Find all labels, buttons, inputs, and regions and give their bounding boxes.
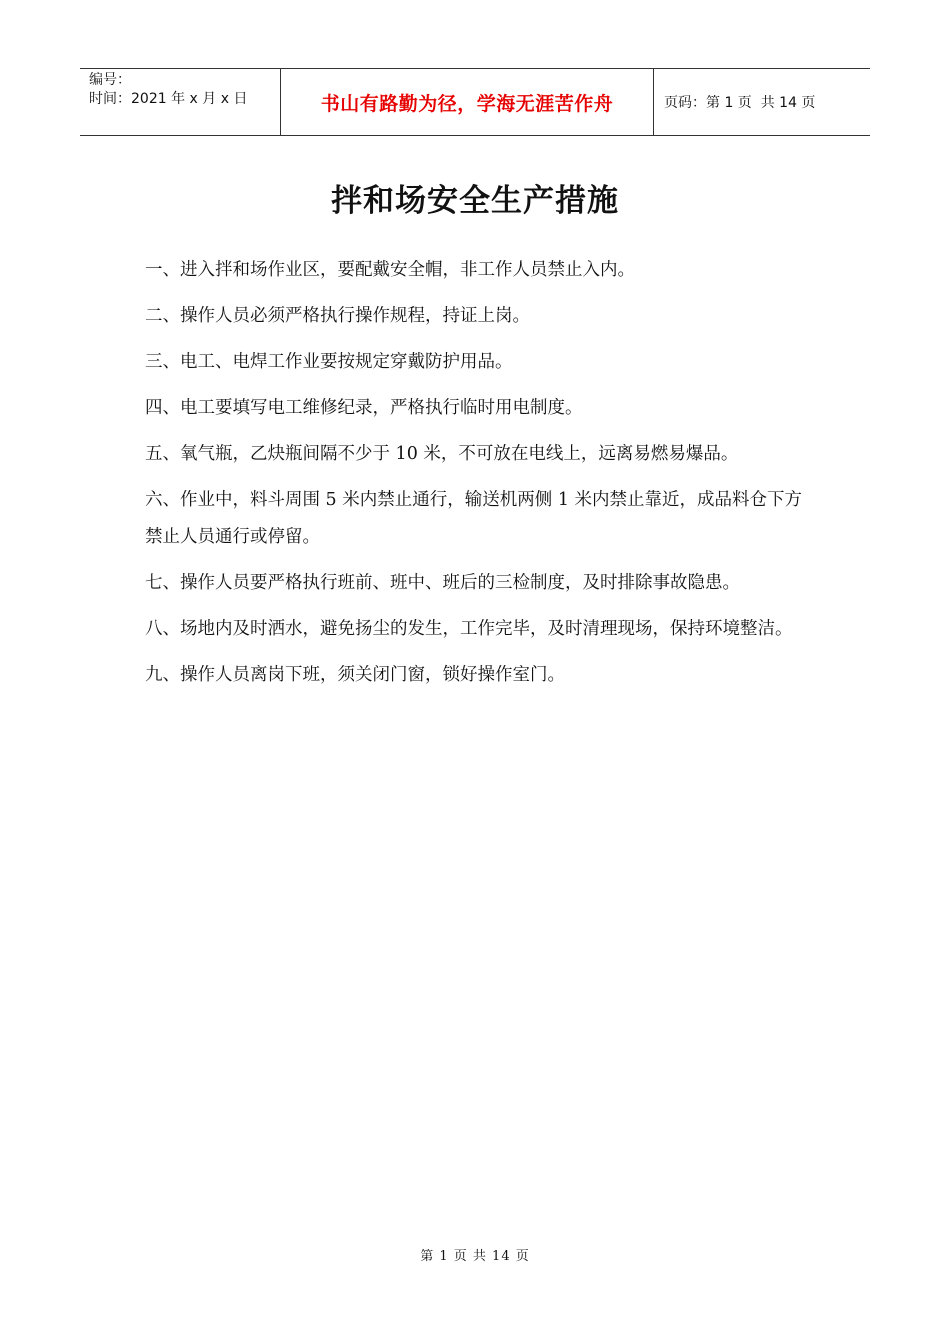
list-item: 四、电工要填写电工维修纪录，严格执行临时用电制度。 — [145, 398, 583, 418]
header-page-label: 页码：第 1 页 共 14 页 — [664, 95, 816, 111]
page-footer: 第 1 页 共 14 页 — [420, 1249, 530, 1264]
list-item: 六、作业中，料斗周围 5 米内禁止通行，输送机两侧 1 米内禁止靠近，成品料仓下方禁止人员通行或停留。 — [145, 490, 803, 547]
list-item: 七、操作人员要严格执行班前、班中、班后的三检制度，及时排除事故隐患。 — [145, 573, 740, 593]
list-item: 三、电工、电焊工作业要按规定穿戴防护用品。 — [145, 352, 513, 372]
list-item: 八、场地内及时洒水，避免扬尘的发生，工作完毕，及时清理现场，保持环境整洁。 — [145, 619, 793, 639]
list-item: 九、操作人员离岗下班，须关闭门窗，锁好操作室门。 — [145, 665, 565, 685]
list-item: 一、进入拌和场作业区，要配戴安全帽，非工作人员禁止入内。 — [145, 260, 635, 280]
list-item: 五、氧气瓶，乙炔瓶间隔不少于 10 米，不可放在电线上，远离易燃易爆品。 — [145, 444, 739, 464]
measures-list — [145, 252, 805, 703]
header-date-label: 时间：2021 年 x 月 x 日 — [89, 91, 248, 107]
header-info-cell — [80, 69, 281, 135]
list-item: 二、操作人员必须严格执行操作规程，持证上岗。 — [145, 306, 530, 326]
header-page-cell — [654, 69, 870, 135]
header-table — [80, 68, 870, 136]
header-motto: 书山有路勤为径，学海无涯苦作舟 — [281, 69, 654, 135]
document-title: 拌和场安全生产措施 — [331, 183, 619, 219]
header-number-label: 编号： — [89, 72, 131, 88]
